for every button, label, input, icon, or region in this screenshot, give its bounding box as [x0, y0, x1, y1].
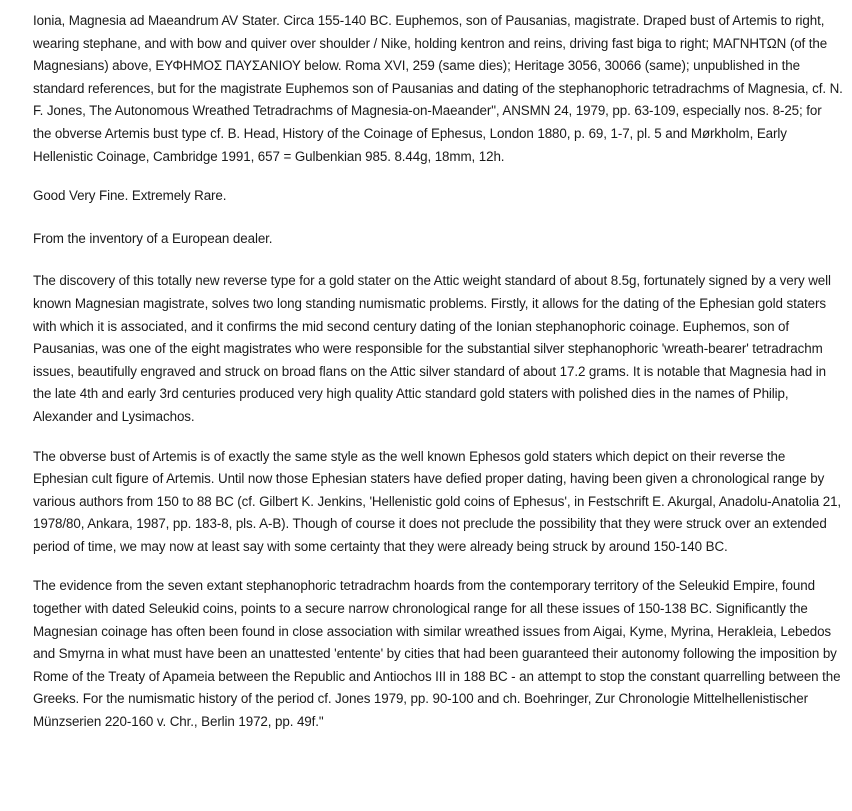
paragraph-description: Ionia, Magnesia ad Maeandrum AV Stater. Circa 155-140 BC. Euphemos, son of Pausanias, magistrate. Draped bust of Artemis to right, wearing stephane, and with bow and quiver over shoulder / Nike, holding kentron and reins, driving fast biga to right; ΜΑΓΝΗΤΩΝ (of the Magnesians) above, ΕΥΦΗΜΟΣ ΠΑΥΣΑΝΙΟΥ below. Roma XVI, 259 (same dies); Heritage 3056, 30066 (same); unpublished in the standard references, but for the magistrate Euphemos son of Pausanias and dating of the stephanophoric tetradrachms of Magnesia, cf. N. F. Jones, The Autonomous Wreathed Tetradrachms of Magnesia-on-Maeander", ANSMN 24, 1979, pp. 63-109, especially nos. 8-25; for the obverse Artemis bust type cf. B. Head, History of the Coinage of Ephesus, London 1880, p. 69, 1-7, pl. 5 and Mørkholm, Early Hellenistic Coinage, Cambridge 1991, 657 = Gulbenkian 985. 8.44g, 18mm, 12h. — [33, 13, 843, 164]
document-body — [33, 10, 843, 751]
paragraph-grade: Good Very Fine. Extremely Rare. — [33, 188, 227, 204]
paragraph-hoard-evidence: The evidence from the seven extant stephanophoric tetradrachm hoards from the contemporary territory of the Seleukid Empire, found together with dated Seleukid coins, points to a secure narrow chronological range for all these issues of 150-138 BC. Significantly the Magnesian coinage has often been found in close association with similar wreathed issues from Aigai, Kyme, Myrina, Herakleia, Lebedos and Smyrna in what must have been an unattested 'entente' by cities that had been guaranteed their autonomy following the imposition by Rome of the Treaty of Apameia between the Republic and Antiochos III in 188 BC - an attempt to stop the constant quarrelling between the Greeks. For the numismatic history of the period cf. Jones 1979, pp. 90-100 and ch. Boehringer, Zur Chronologie Mittelhellenistischer Münzserien 220-160 v. Chr., Berlin 1972, pp. 49f." — [33, 578, 841, 730]
paragraph-obverse-bust: The obverse bust of Artemis is of exactly the same style as the well known Ephesos gold staters which depict on their reverse the Ephesian cult figure of Artemis. Until now those Ephesian staters have defied proper dating, having been given a chronological range by various authors from 150 to 88 BC (cf. Gilbert K. Jenkins, 'Hellenistic gold coins of Ephesus', in Festschrift E. Akurgal, Anadolu-Anatolia 21, 1978/80, Ankara, 1987, pp. 183-8, pls. A-B). Though of course it does not preclude the possibility that they were struck over an extended period of time, we may now at least say with some certainty that they were already being struck by around 150-140 BC. — [33, 448, 842, 554]
paragraph-provenance: From the inventory of a European dealer. — [33, 230, 273, 246]
paragraph-discovery: The discovery of this totally new reverse type for a gold stater on the Attic weight standard of about 8.5g, fortunately signed by a very well known Magnesian magistrate, solves two long standing numismatic problems. Firstly, it allows for the dating of the Ephesian gold staters with which it is associated, and it confirms the mid second century dating of the Ionian stephanophoric coinage. Euphemos, son of Pausanias, was one of the eight magistrates who were responsible for the substantial silver stephanophoric 'wreath-bearer' tetradrachm issues, beautifully engraved and struck on broad flans on the Attic silver standard of about 17.2 grams. It is notable that Magnesia had in the late 4th and early 3rd centuries produced very high quality Attic standard gold staters with polished dies in the names of Philip, Alexander and Lysimachos. — [33, 273, 831, 424]
